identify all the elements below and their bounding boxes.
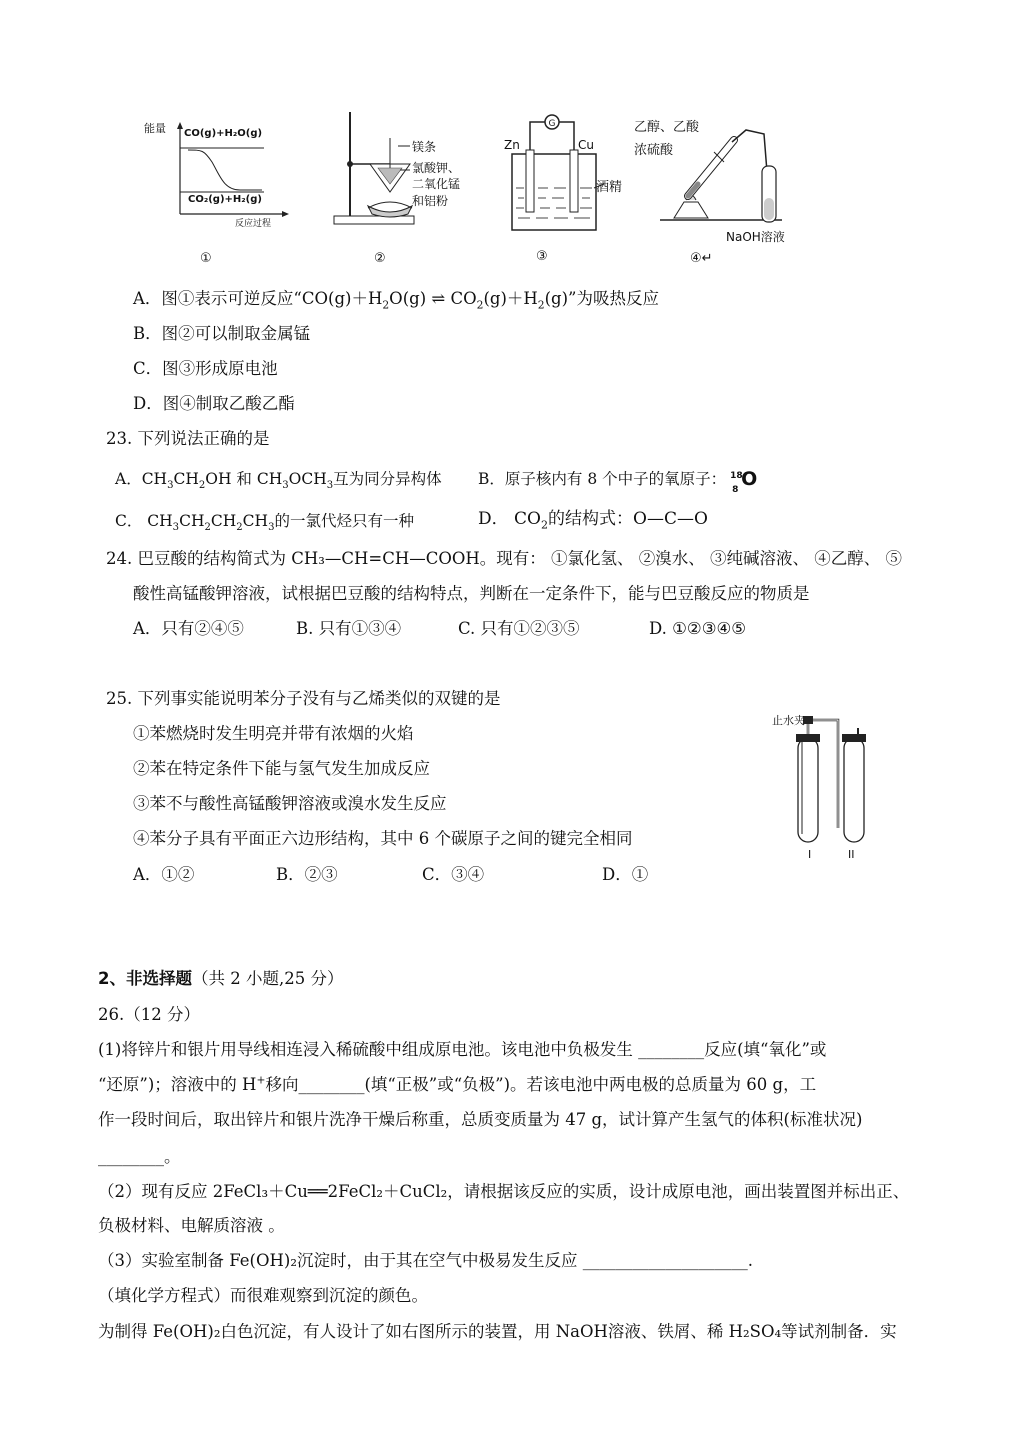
alcohol-label: 酒精 — [596, 180, 623, 195]
oxygen-isotope — [726, 468, 760, 495]
svg-text:G: G — [548, 119, 556, 129]
q23-a-part: A．CH — [115, 470, 168, 488]
figure-1-number: ① — [200, 251, 212, 266]
q26-part2-line1: （2）现有反应 2FeCl₃＋Cu══2FeCl₂＋CuCl₂，请根据该反应的实质，设计成原电池，画出装置图并标出正、 — [98, 1182, 910, 1201]
figure-3-number: ③ — [536, 249, 548, 264]
subscript: 3 — [172, 522, 180, 534]
subscript: 3 — [268, 522, 275, 534]
q23-option-c — [115, 510, 414, 532]
q23-c-part: CH — [179, 512, 205, 530]
q25-stem: 25. 下列事实能说明苯分子没有与乙烯类似的双键的是 — [106, 689, 501, 708]
figure-thermite-apparatus — [320, 108, 490, 236]
q25-option-c: C．③④ — [422, 865, 485, 884]
q26-part1-line4: ________。 — [98, 1147, 181, 1166]
q25-statement-3: ③苯不与酸性高锰酸钾溶液或溴水发生反应 — [133, 794, 447, 813]
two-tube-svg — [770, 708, 880, 868]
q26-heading: 26.（12 分） — [98, 1005, 200, 1024]
subscript: 2 — [476, 298, 484, 312]
q23-c-part: CH — [210, 512, 237, 530]
subscript: 2 — [537, 298, 545, 312]
subscript: 3 — [282, 480, 289, 492]
naoh-solution-label: NaOH溶液 — [726, 230, 785, 244]
energy-axis-label: 能量 — [144, 122, 166, 135]
q23-b-text: B．原子核内有 8 个中子的氧原子： — [478, 470, 727, 488]
isotope-symbol: O — [741, 468, 758, 490]
section-2-heading — [98, 968, 343, 990]
zinc-label: Zn — [504, 138, 520, 152]
q23-d-part: D． CO — [478, 509, 541, 529]
q24-stem-line1: 24. 巴豆酸的结构简式为 CH₃—CH=CH—COOH。现有： ①氯化氢、 ②溴水、 ③纯碱溶液、 ④乙醇、 ⑤ — [106, 549, 903, 568]
q26-part1-line2b: 移向________(填“正极”或“负极”)。若该电池中两电极的总质量为 60 g，工 — [265, 1075, 817, 1094]
tube-i-label: I — [808, 848, 812, 861]
subscript: 3 — [167, 480, 174, 492]
q23-option-a — [115, 468, 442, 490]
q22-a-part: CO — [450, 289, 477, 308]
section-2-note: （共 2 小题,25 分） — [191, 969, 344, 988]
copper-label: Cu — [578, 138, 594, 152]
q23-a-part: OCH — [288, 470, 327, 488]
potassium-chlorate-label: 氯酸钾、 — [412, 161, 461, 175]
q24-stem-line2: 酸性高锰酸钾溶液，试根据巴豆酸的结构特点，判断在一定条件下，能与巴豆酸反应的物质是 — [133, 584, 810, 603]
q24-option-c: C. 只有①②③⑤ — [458, 619, 580, 638]
reaction-progress-label: 反应过程 — [235, 219, 272, 229]
q25-statement-2: ②苯在特定条件下能与氢气发生加成反应 — [133, 759, 430, 778]
q24-option-a: A．只有②④⑤ — [133, 619, 244, 638]
figure-two-tube-apparatus — [770, 708, 880, 868]
q23-c-part: 的一氯代烃只有一种 — [274, 512, 414, 530]
subscript: 3 — [326, 480, 334, 492]
magnesium-strip-label: 镁条 — [412, 140, 437, 154]
q23-a-part: OH 和 CH — [205, 470, 283, 488]
subscript: 2 — [540, 518, 549, 532]
q23-option-b — [478, 468, 760, 495]
q23-option-d — [478, 508, 708, 530]
figure-galvanic-cell — [500, 110, 640, 236]
isotope-atomic-number: 8 — [732, 485, 739, 495]
products-label: CO₂(g)+H₂(g) — [188, 194, 262, 205]
q23-d-part: 的结构式：O—C—O — [548, 509, 708, 529]
figure-ester-apparatus — [634, 110, 809, 245]
q23-c-part: CH — [242, 512, 269, 530]
q25-option-a: A．①② — [133, 865, 195, 884]
q22-a-part: (g)”为吸热反应 — [544, 289, 659, 308]
manganese-dioxide-label: 二氧化锰 — [412, 177, 461, 191]
q26-part3-line2: （填化学方程式）而很难观察到沉淀的颜色。 — [98, 1286, 428, 1305]
figure-4-number: ④↵ — [690, 251, 713, 266]
q22-option-d: D．图④制取乙酸乙酯 — [133, 394, 295, 413]
subscript: 2 — [204, 522, 211, 534]
q22-a-part: O(g) — [389, 289, 427, 308]
q25-statement-1: ①苯燃烧时发生明亮并带有浓烟的火焰 — [133, 724, 414, 743]
reactants-label: CO(g)+H₂O(g) — [184, 128, 263, 139]
galvanic-svg — [500, 110, 640, 236]
q22-a-part: (g)＋H — [483, 289, 538, 308]
q22-a-part: A．图①表示可逆反应“CO(g)＋H — [133, 289, 383, 308]
subscript: 2 — [236, 522, 243, 534]
q22-option-b: B．图②可以制取金属锰 — [133, 324, 311, 343]
q26-part1-line2 — [98, 1074, 816, 1096]
q25-statement-4: ④苯分子具有平面正六边形结构，其中 6 个碳原子之间的键完全相同 — [133, 829, 633, 848]
equilibrium-arrow-icon: ⇌ — [426, 289, 451, 308]
q26-part1-line3: 作一段时间后，取出锌片和银片洗净干燥后称重，总质变质量为 47 g，试计算产生氢气的体积(标准状况) — [98, 1110, 863, 1129]
figure-2-number: ② — [374, 251, 386, 266]
section-2-title: 2、非选择题 — [98, 969, 192, 988]
isotope-mass-number: 18 — [730, 471, 743, 481]
q24-option-d: D. ①②③④⑤ — [649, 619, 747, 638]
q25-option-d: D．① — [602, 865, 649, 884]
subscript: 2 — [198, 480, 206, 492]
q26-part3-line1: （3）实验室制备 Fe(OH)₂沉淀时，由于其在空气中极易发生反应 ____________________. — [98, 1251, 753, 1270]
water-clip-label: 止水夹 — [772, 714, 805, 727]
q23-a-part: CH — [173, 470, 199, 488]
q23-a-part: 互为同分异构体 — [333, 470, 442, 488]
thermite-svg — [320, 108, 490, 236]
q22-option-a — [133, 288, 659, 310]
subscript: 2 — [382, 298, 390, 312]
q26-part3-line3: 为制得 Fe(OH)₂白色沉淀，有人设计了如右图所示的装置，用 NaOH溶液、铁屑、稀 H₂SO₄等试剂制备．实 — [98, 1322, 897, 1341]
q26-part1-line2a: “还原”)；溶液中的 H — [98, 1075, 257, 1094]
q23-c-part: C． CH — [115, 512, 173, 530]
aluminum-powder-label: 和铝粉 — [412, 194, 449, 208]
superscript: + — [256, 1073, 266, 1087]
ethanol-acetic-acid-label: 乙醇、乙酸 — [634, 120, 700, 135]
q22-option-c: C．图③形成原电池 — [133, 359, 278, 378]
q26-part2-line2: 负极材料、电解质溶液 。 — [98, 1216, 285, 1235]
concentrated-sulfuric-acid-label: 浓硫酸 — [634, 143, 674, 158]
figure-energy-diagram — [140, 112, 290, 232]
tube-ii-label: II — [848, 848, 855, 861]
q25-option-b: B．②③ — [276, 865, 338, 884]
q23-stem: 23. 下列说法正确的是 — [106, 429, 270, 448]
q26-part1-line1: (1)将锌片和银片用导线相连浸入稀硫酸中组成原电池。该电池中负极发生 ________反应(填“氧化”或 — [98, 1040, 827, 1059]
q24-option-b: B. 只有①③④ — [296, 619, 402, 638]
